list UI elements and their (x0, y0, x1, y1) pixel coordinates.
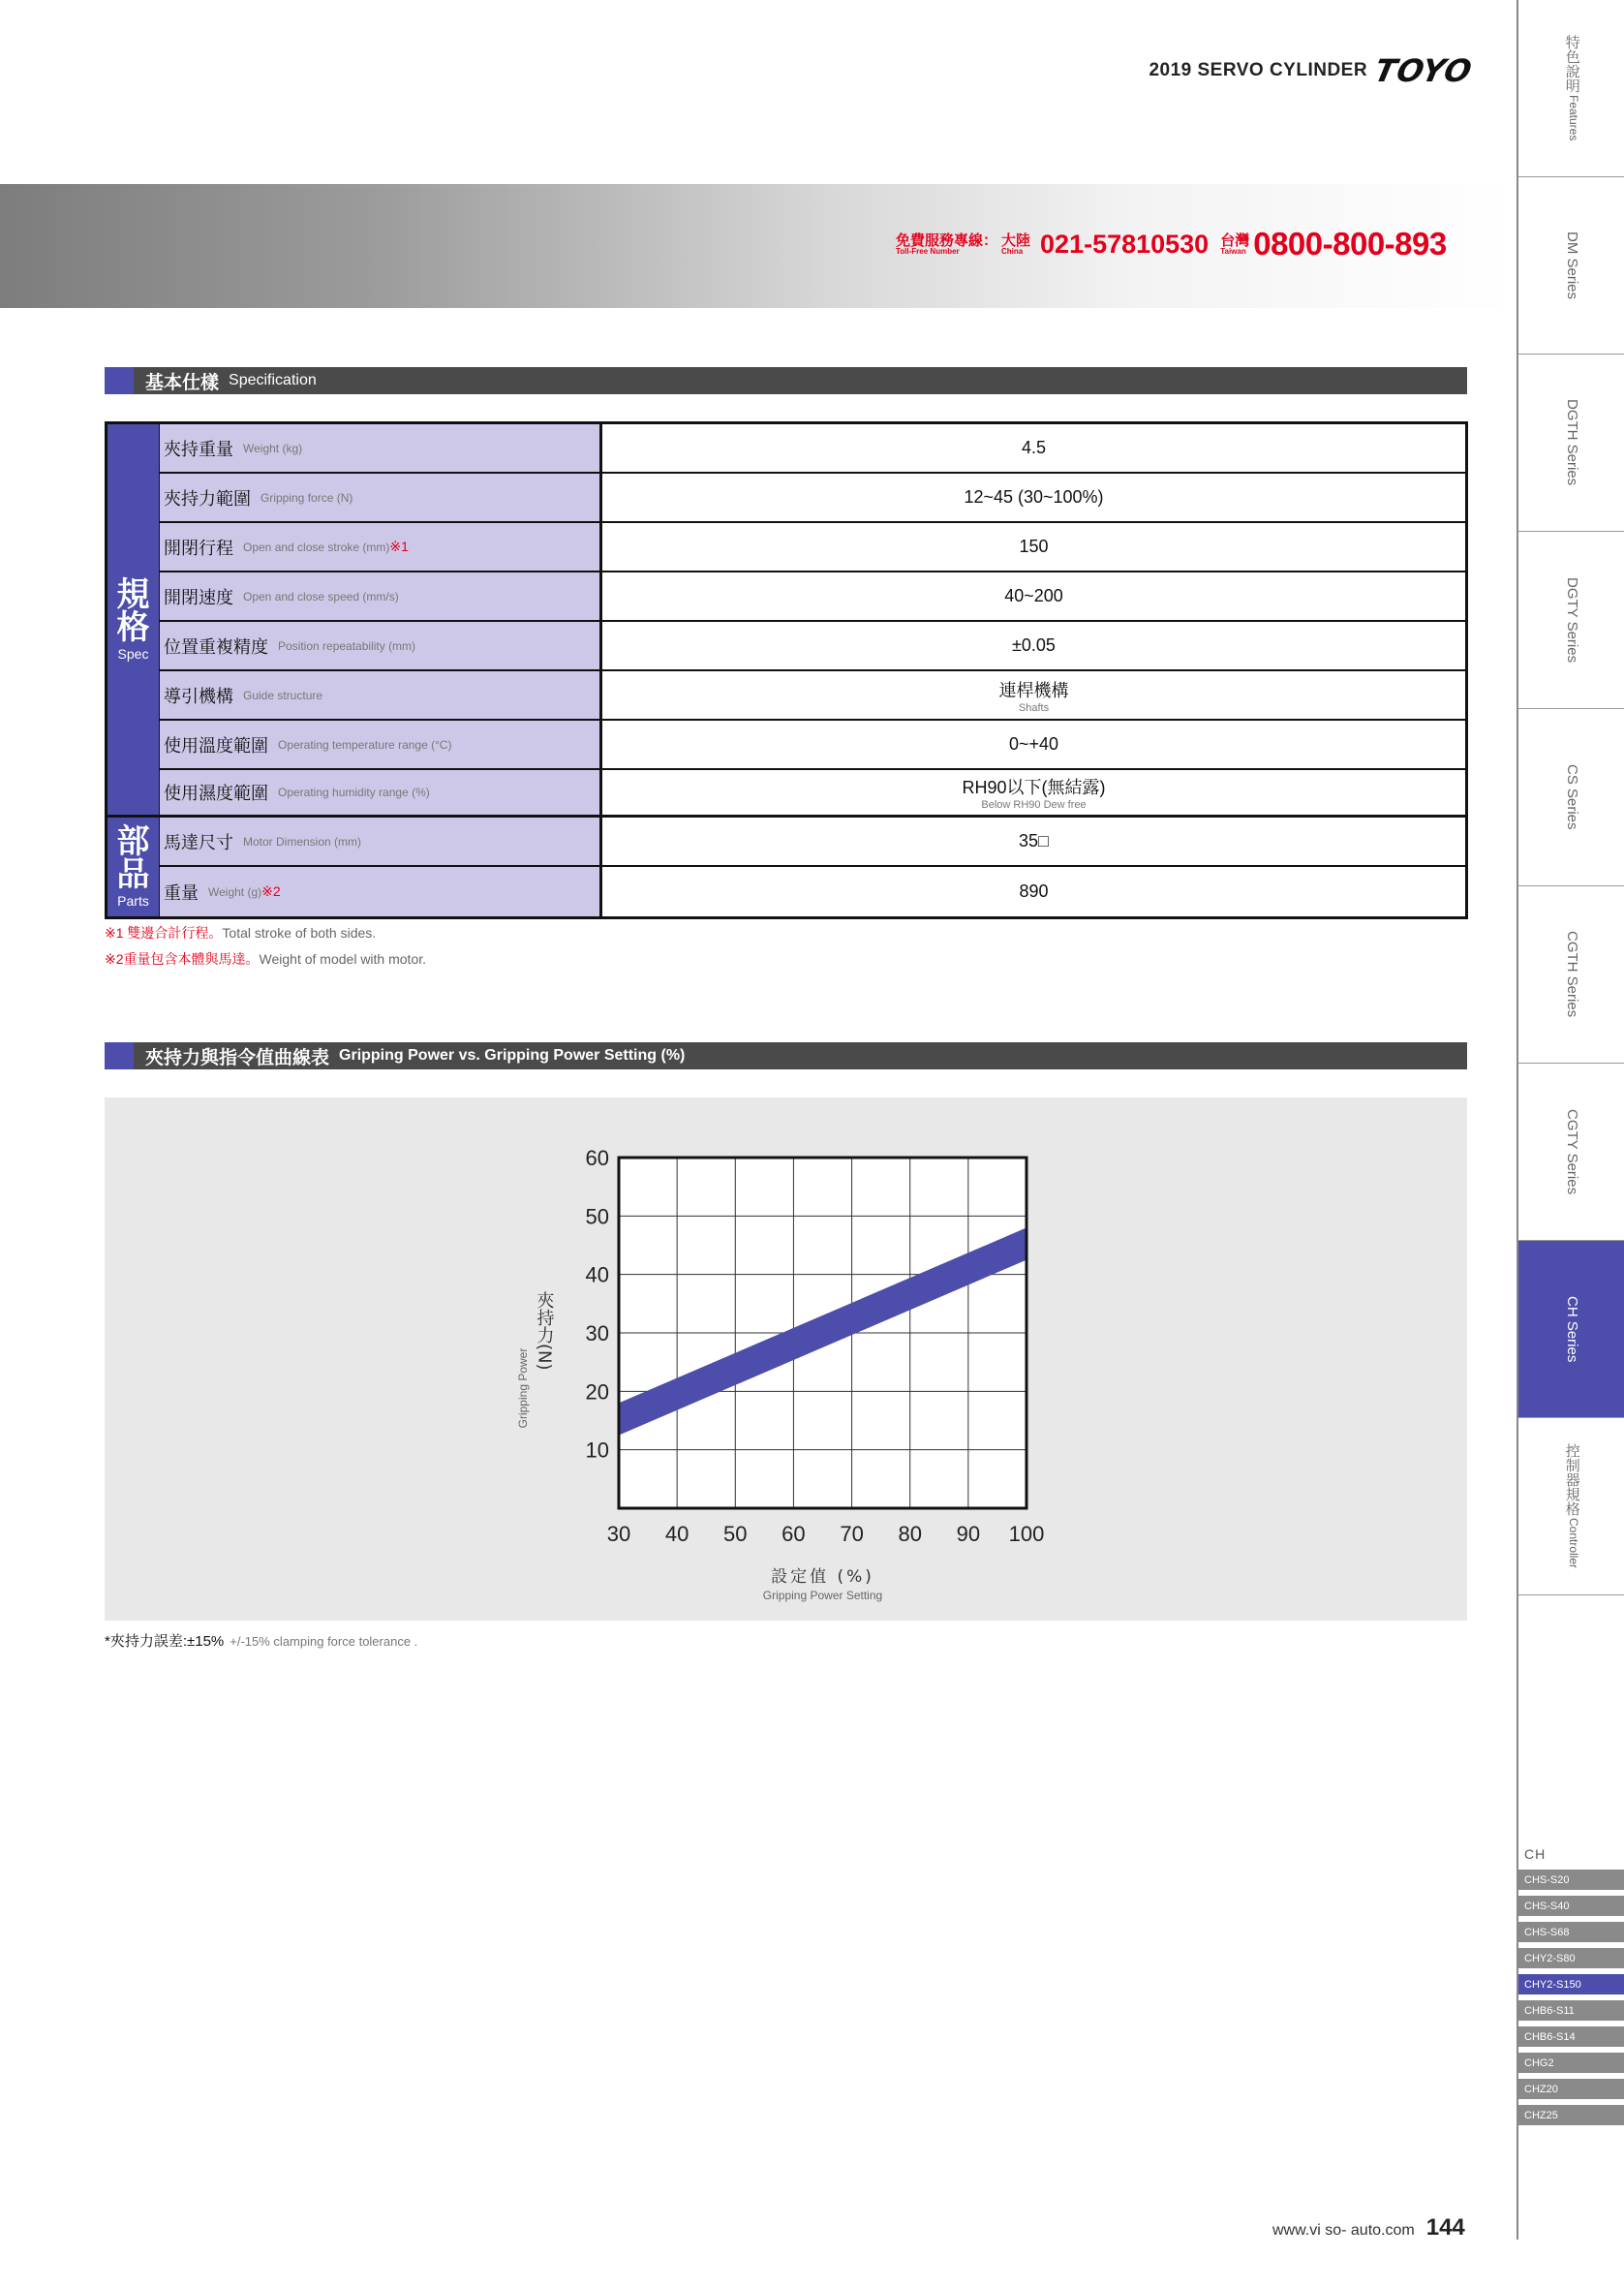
chart-title-en: Gripping Power vs. Gripping Power Setting (%) (339, 1047, 686, 1064)
website-url: www.vi so- auto.com (1272, 2222, 1415, 2239)
taiwan-number: 0800-800-893 (1253, 226, 1447, 262)
y-axis-label-en: Gripping Power (516, 1347, 530, 1429)
chart-panel (105, 1098, 1467, 1621)
y-tick-label: 60 (585, 1146, 609, 1170)
x-axis-label-en: Gripping Power Setting (762, 1589, 883, 1602)
group-spec: 規 格 Spec (107, 424, 159, 818)
hotline-label: 免費服務專線： Toll-Free Number (896, 232, 998, 256)
spec-table (105, 421, 1468, 919)
x-tick-label: 90 (956, 1522, 981, 1546)
table-row: 導引機構 Guide structure 連桿機構 Shafts (159, 671, 1465, 721)
y-tick-label: 40 (585, 1262, 609, 1287)
spec-section-bar (105, 367, 1467, 394)
table-row: 馬達尺寸 Motor Dimension (mm) 35□ (159, 818, 1465, 867)
tab-features[interactable]: 特色說明 Features (1518, 0, 1624, 177)
tolerance-note: *夾持力誤差:±15% +/-15% clamping force tolerance . (105, 1633, 418, 1650)
tab-cs-series[interactable]: CS Series (1518, 709, 1624, 886)
tab-dgty-series[interactable]: DGTY Series (1518, 532, 1624, 709)
chart-section-bar (105, 1042, 1467, 1069)
document-header (1065, 52, 1477, 89)
tab-dgth-series[interactable]: DGTH Series (1518, 355, 1624, 532)
model-chz20[interactable]: CHZ20 (1518, 2079, 1624, 2102)
y-tick-label: 20 (585, 1379, 609, 1405)
model-chb6-s14[interactable]: CHB6-S14 (1518, 2026, 1624, 2050)
spec-title-en: Specification (229, 372, 317, 388)
table-row: 開閉速度 Open and close speed (mm/s) 40~200 (159, 572, 1465, 622)
y-tick-label: 10 (585, 1438, 609, 1463)
spec-title: 基本仕樣 (145, 372, 220, 393)
section-marker (105, 367, 134, 394)
y-tick-label: 30 (585, 1321, 609, 1345)
page-footer (1272, 2214, 1465, 2242)
footnote-2: ※2重量包含本體與馬達。Weight of model with motor. (105, 951, 427, 967)
y-tick-label: 50 (585, 1204, 609, 1229)
china-label: 大陸 China (1001, 232, 1031, 256)
model-chs-s20[interactable]: CHS-S20 (1518, 1870, 1624, 1893)
group-parts: 部 品 Parts (107, 818, 159, 916)
x-tick-label: 60 (781, 1522, 806, 1546)
table-row: 位置重複精度 Position repeatability (mm) ±0.05 (159, 622, 1465, 671)
x-tick-label: 40 (664, 1522, 689, 1546)
catalog-title: 2019 SERVO CYLINDER (1149, 60, 1368, 80)
page-number: 144 (1425, 2214, 1465, 2241)
tab-cgth-series[interactable]: CGTH Series (1518, 886, 1624, 1064)
model-chy2-s150[interactable]: CHY2-S150 (1518, 1974, 1624, 1997)
x-tick-label: 70 (840, 1522, 864, 1546)
table-row: 重量 Weight (g) ※2 890 (159, 867, 1465, 916)
china-number: 021-57810530 (1040, 229, 1210, 259)
model-chy2-s80[interactable]: CHY2-S80 (1518, 1948, 1624, 1971)
model-list-heading: CH (1524, 1846, 1547, 1862)
y-axis-label: 夾持力(N) (534, 1291, 555, 1371)
model-chs-s40[interactable]: CHS-S40 (1518, 1896, 1624, 1919)
table-row: 夾持重量 Weight (kg) 4.5 (159, 424, 1465, 474)
x-axis-label: 設定值 (%) (771, 1567, 874, 1587)
tab-cgty-series[interactable]: CGTY Series (1518, 1064, 1624, 1241)
chart-title: 夾持力與指令值曲線表 (145, 1047, 330, 1068)
tab-controller[interactable]: 控制器規格 Controller (1518, 1418, 1624, 1595)
taiwan-label: 台灣 Taiwan (1220, 232, 1250, 256)
x-tick-label: 50 (723, 1522, 748, 1546)
tab-ch-series[interactable]: CH Series (1518, 1241, 1624, 1418)
footnote-1: ※1 雙邊合計行程。Total stroke of both sides. (105, 925, 377, 941)
x-tick-label: 80 (898, 1522, 922, 1546)
model-chg2[interactable]: CHG2 (1518, 2053, 1624, 2076)
table-row: 使用溫度範圍 Operating temperature range (°C) 0~+40 (159, 721, 1465, 770)
table-row: 使用濕度範圍 Operating humidity range (%) RH90以下(無結露) Below RH90 Dew free (159, 770, 1465, 818)
tab-dm-series[interactable]: DM Series (1518, 177, 1624, 355)
x-tick-label: 30 (606, 1522, 631, 1546)
model-chz25[interactable]: CHZ25 (1518, 2105, 1624, 2128)
section-marker (105, 1042, 134, 1069)
model-chs-s68[interactable]: CHS-S68 (1518, 1922, 1624, 1945)
model-chb6-s11[interactable]: CHB6-S11 (1518, 2000, 1624, 2024)
table-row: 夾持力範圍 Gripping force (N) 12~45 (30~100%) (159, 474, 1465, 523)
table-row: 開閉行程 Open and close stroke (mm) ※1 150 (159, 523, 1465, 572)
x-tick-label: 100 (1008, 1522, 1045, 1546)
hotline (896, 225, 1457, 263)
gripping-power-chart (105, 1098, 1467, 1621)
toyo-logo: TOYO (1371, 52, 1477, 89)
